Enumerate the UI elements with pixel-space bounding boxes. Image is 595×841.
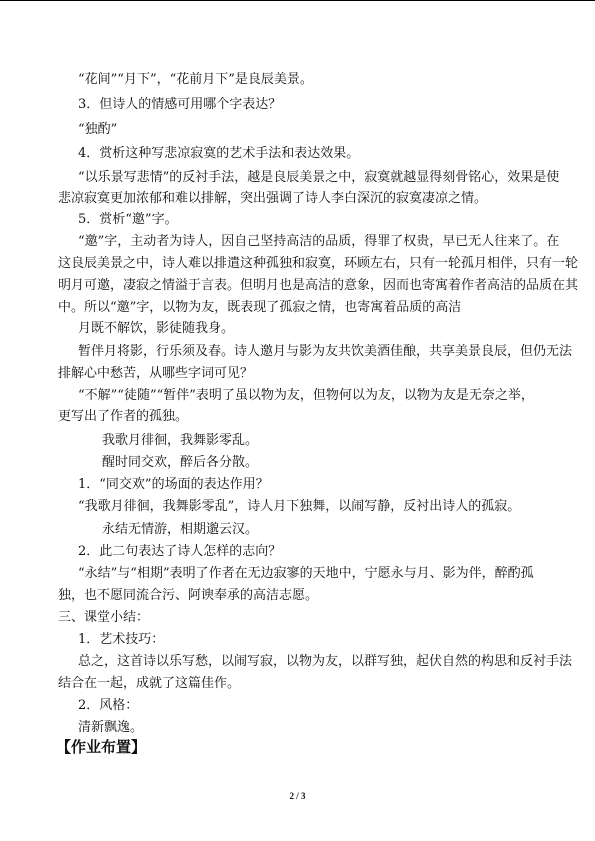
body-line: 清新飘逸。	[78, 720, 144, 735]
body-line: “以乐景写悲情”的反衬手法，越是良辰美景之中，寂寞就越显得刻骨铭心，效果是使	[78, 170, 560, 185]
homework-heading: 【作业布置】	[56, 738, 147, 756]
body-line: 总之，这首诗以乐写愁，以闹写寂，以物为友，以群写独，起伏自然的构思和反衬手法	[78, 654, 573, 669]
body-line: “不解”“徒随”“暂伴”表明了虽以物为友，但物何以为友，以物为友是无奈之举，	[78, 388, 534, 403]
body-line: “邀”字，主动者为诗人，因自己坚持高洁的品质，得罪了权贵，早已无人往来了。在	[78, 234, 560, 249]
body-line: 悲凉寂寞更加浓郁和难以排解，突出强调了诗人李白深沉的寂寞凄凉之情。	[58, 191, 488, 206]
body-line: 明月可邀，凄寂之情溢于言表。但明月也是高洁的意象，因而也寄寓着作者高洁的品质在其	[58, 278, 579, 293]
body-line: 3．但诗人的情感可用哪个字表达？	[78, 97, 282, 112]
body-line: 5．赏析“邀”字。	[78, 212, 178, 227]
body-line: “独酌”	[78, 122, 118, 137]
section-title: 三、课堂小结：	[58, 610, 150, 625]
body-line: “我歌月徘徊，我舞影零乱”，诗人月下独舞，以闹写静，反衬出诗人的孤寂。	[78, 499, 521, 514]
body-line: 这良辰美景之中，诗人难以排遣这种孤独和寂寞，环顾左右，只有一轮孤月相伴，只有一轮	[58, 256, 579, 271]
body-line: 1．艺术技巧：	[78, 632, 165, 647]
body-line: 更写出了作者的孤独。	[58, 409, 189, 424]
page-number: 2 / 3	[289, 791, 306, 801]
poem-line: 我歌月徘徊，我舞影零乱。	[102, 433, 259, 448]
body-line: 2．风格：	[78, 698, 139, 713]
poem-line: 永结无情游，相期邈云汉。	[102, 522, 259, 537]
body-line: 4．赏析这种写悲凉寂寞的艺术手法和表达效果。	[78, 146, 360, 161]
body-line: 排解心中愁苦，从哪些字词可见？	[58, 366, 254, 381]
poem-line: 月既不解饮，影徒随我身。	[78, 321, 235, 336]
body-line: 1．“同交欢”的场面的表达作用？	[78, 477, 269, 492]
body-line: 2．此二句表达了诗人怎样的志向？	[78, 544, 282, 559]
body-line: 独，也不愿同流合污、阿谀奉承的高洁志愿。	[58, 588, 319, 603]
body-line: 结合在一起，成就了这篇佳作。	[58, 676, 241, 691]
body-line: “花间”“月下”，“花前月下”是良辰美景。	[78, 72, 313, 87]
body-line: “永结”与“相期”表明了作者在无边寂寥的天地中，宁愿永与月、影为伴，醉酌孤	[78, 566, 534, 581]
body-line: 暂伴月将影，行乐须及春。诗人邀月与影为友共饮美酒佳酿，共享美景良辰，但仍无法	[78, 344, 573, 359]
poem-line: 醒时同交欢，醉后各分散。	[102, 455, 259, 470]
body-line: 中。所以“邀”字，以物为友，既表现了孤寂之情，也寄寓着品质的高洁	[58, 300, 462, 315]
